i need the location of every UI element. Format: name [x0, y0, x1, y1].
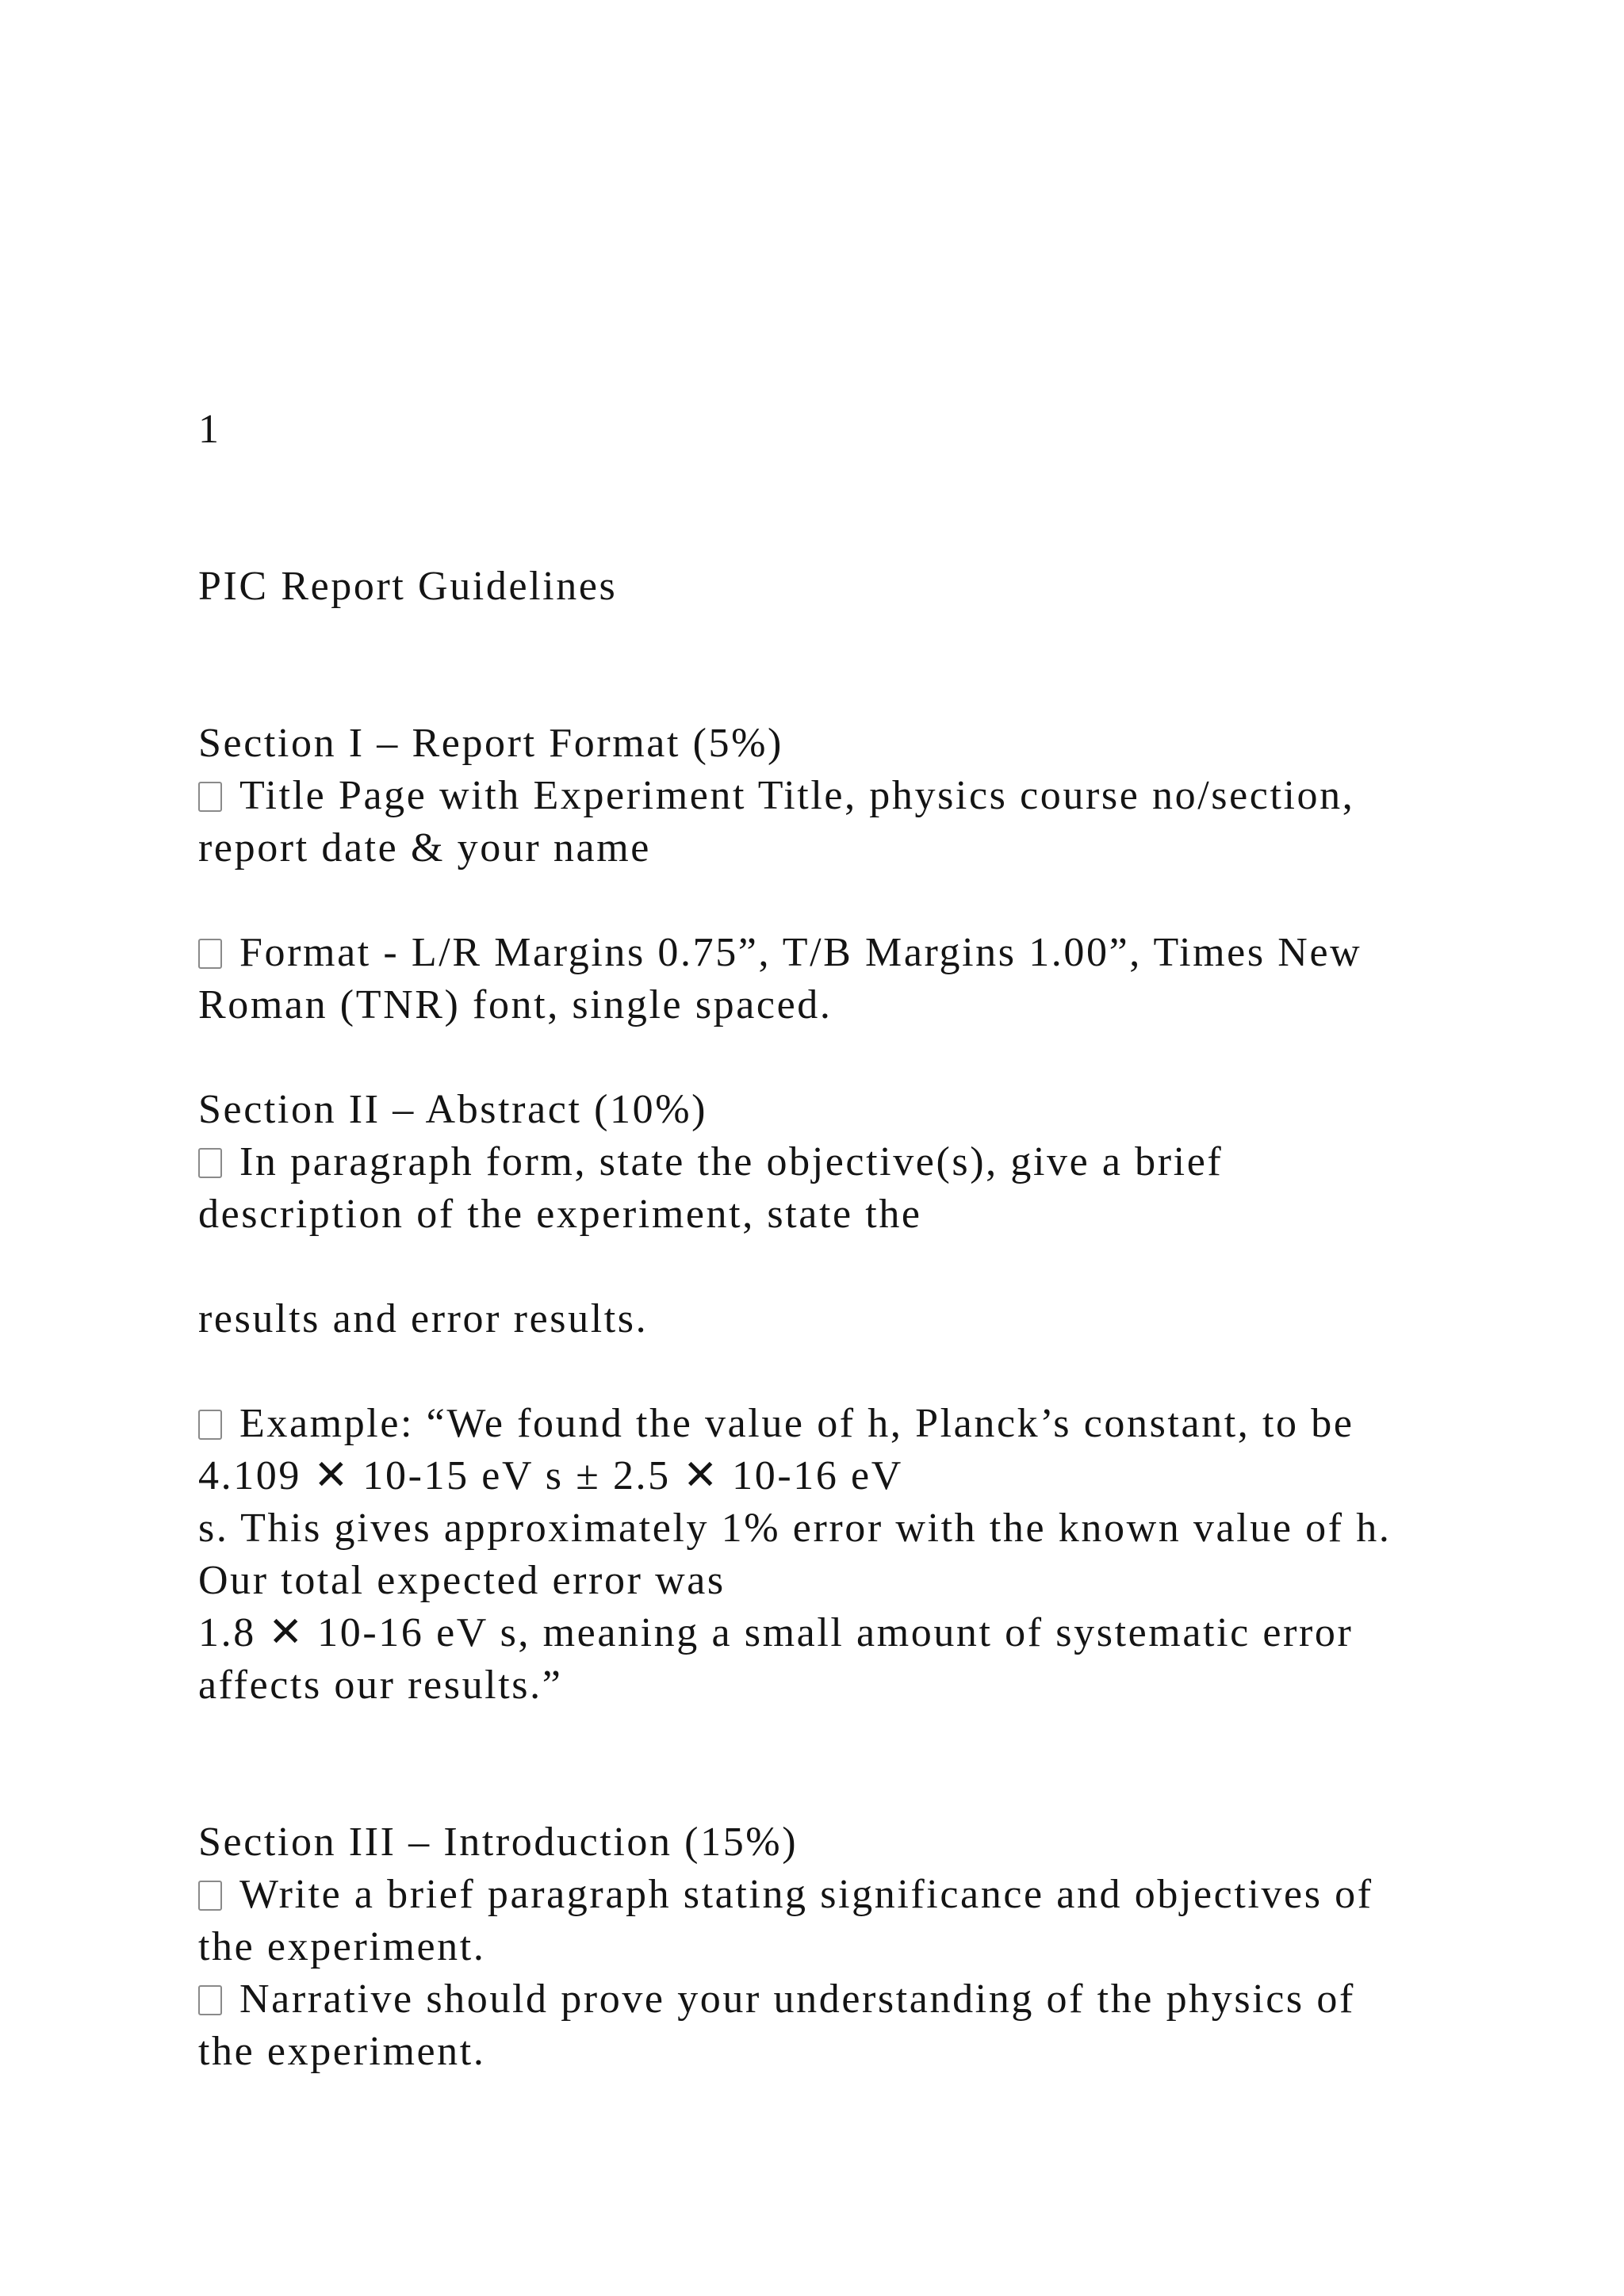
document-title: PIC Report Guidelines [198, 564, 618, 609]
bullet-continuation: 1.8 ✕ 10-16 eV s, meaning a small amount of systematic error [198, 1610, 1354, 1655]
page-number: 1 [198, 407, 221, 452]
bullet-line: Title Page with Experiment Title, physics course no/section, [198, 770, 1354, 822]
box-bullet-icon [198, 782, 222, 812]
bullet-line: Write a brief paragraph stating significance and objectives of [198, 1869, 1373, 1921]
bullet-continuation: description of the experiment, state the [198, 1192, 922, 1237]
box-bullet-icon [198, 1148, 222, 1178]
bullet-continuation: 4.109 ✕ 10-15 eV s ± 2.5 ✕ 10-16 eV [198, 1453, 903, 1498]
box-bullet-icon [198, 1881, 222, 1911]
bullet-continuation: report date & your name [198, 825, 651, 871]
bullet-continuation: Roman (TNR) font, single spaced. [198, 982, 833, 1027]
bullet-continuation: the experiment. [198, 2029, 486, 2074]
bullet-line: Example: “We found the value of h, Planck’s constant, to be [198, 1398, 1354, 1450]
bullet-line: In paragraph form, state the objective(s), give a brief [198, 1136, 1223, 1188]
bullet-line: Narrative should prove your understanding of the physics of [198, 1973, 1355, 2026]
box-bullet-icon [198, 1410, 222, 1440]
bullet-continuation: Our total expected error was [198, 1558, 726, 1603]
bullet-continuation: affects our results.” [198, 1663, 563, 1708]
box-bullet-icon [198, 939, 222, 969]
bullet-continuation: the experiment. [198, 1924, 486, 1969]
text-line: results and error results. [198, 1296, 649, 1341]
section-heading: Section III – Introduction (15%) [198, 1820, 799, 1865]
section-heading: Section I – Report Format (5%) [198, 721, 783, 766]
section-heading: Section II – Abstract (10%) [198, 1087, 708, 1132]
bullet-line: Format - L/R Margins 0.75”, T/B Margins 1.00”, Times New [198, 927, 1362, 979]
box-bullet-icon [198, 1985, 222, 2015]
bullet-continuation: s. This gives approximately 1% error with the known value of h. [198, 1506, 1392, 1551]
